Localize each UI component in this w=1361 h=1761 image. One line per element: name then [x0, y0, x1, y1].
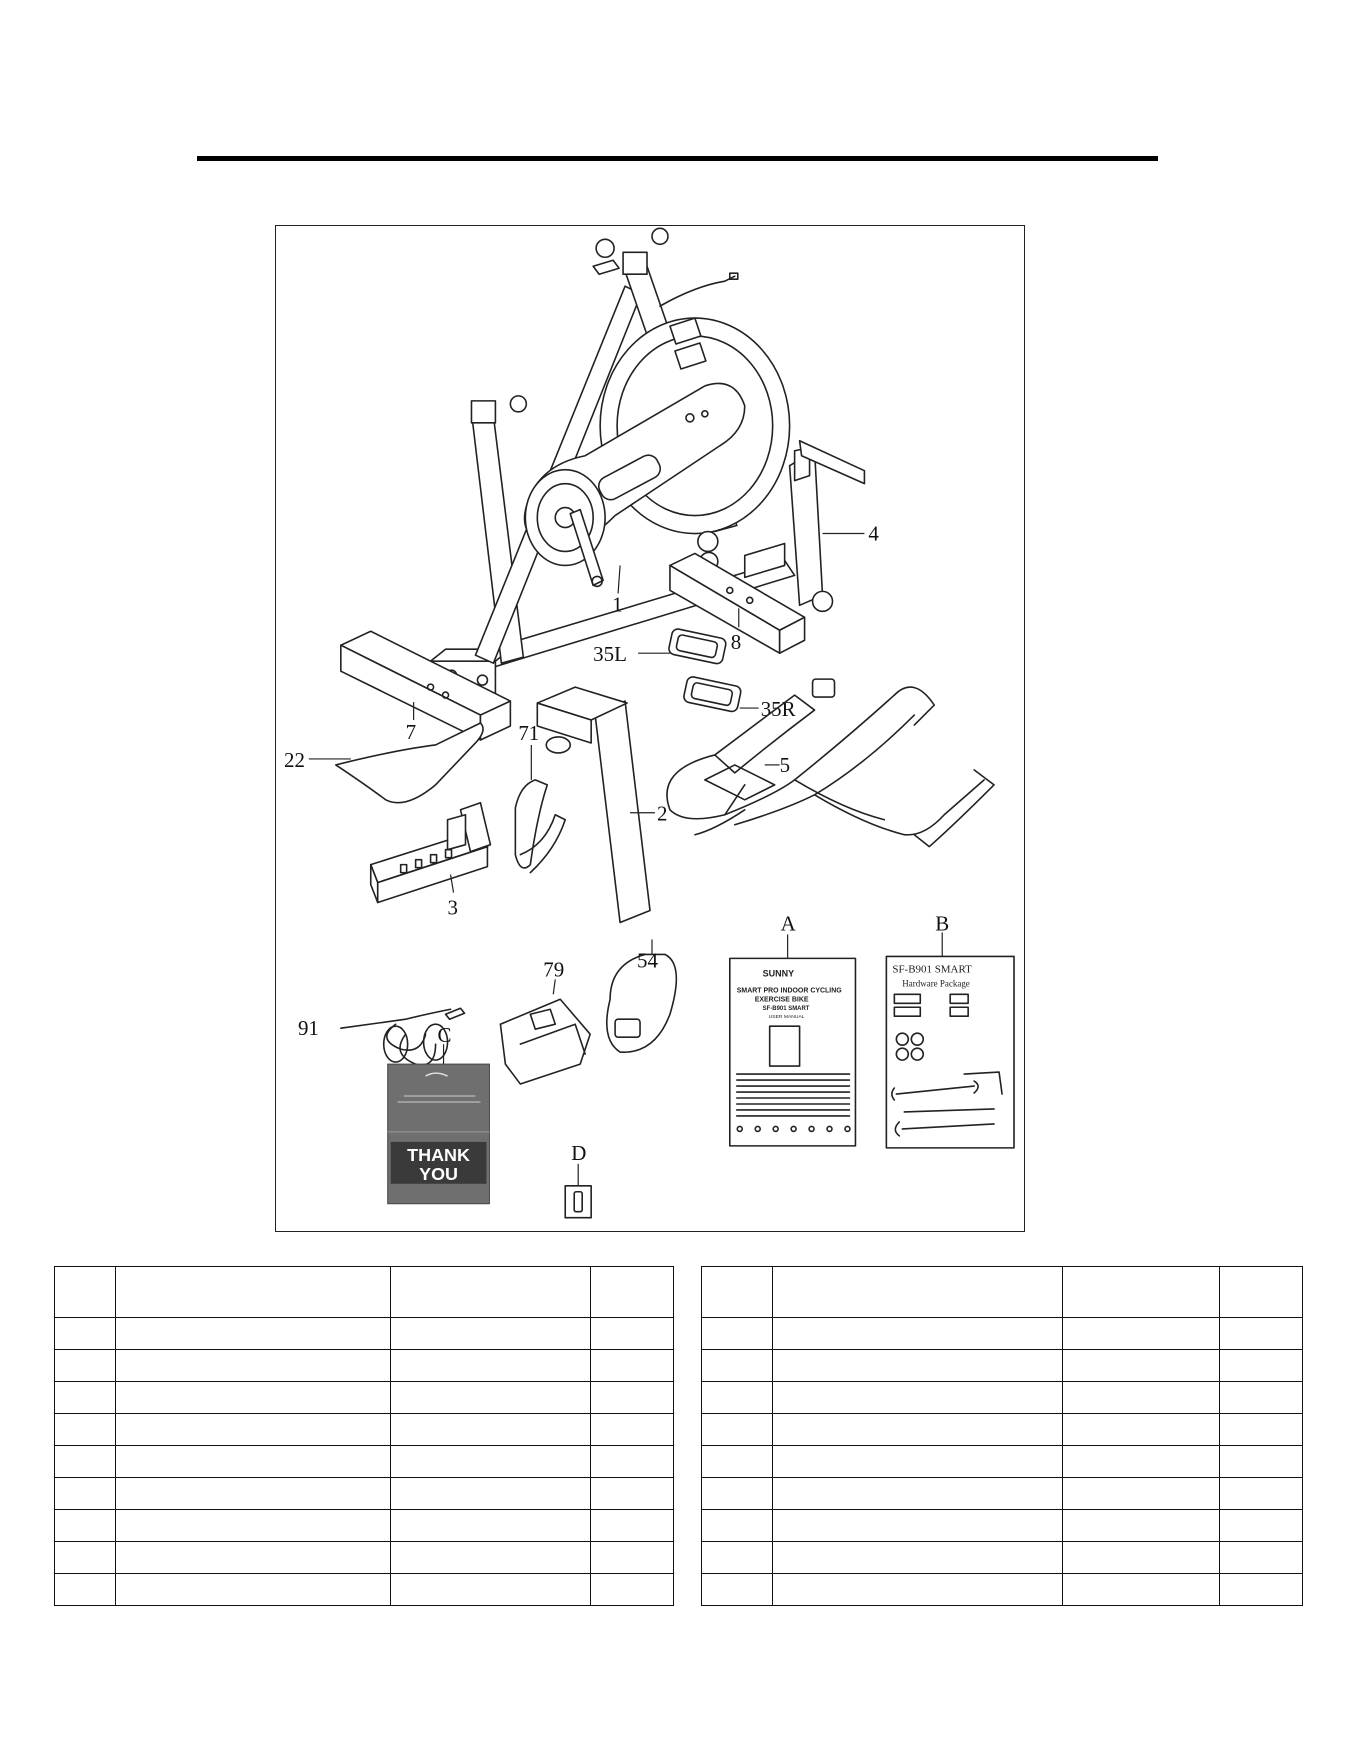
callout-2: 2: [656, 801, 668, 826]
table-row: [702, 1510, 1303, 1542]
table-header-cell: [1063, 1267, 1220, 1318]
table-cell: [55, 1478, 116, 1510]
table-header-cell: [702, 1267, 773, 1318]
table-cell: [1063, 1318, 1220, 1350]
table-cell: [1220, 1350, 1303, 1382]
table-cell: [591, 1350, 674, 1382]
table-cell: [116, 1510, 391, 1542]
console: [607, 939, 677, 1052]
manual-model: SF-B901 SMART: [762, 1006, 810, 1013]
table-cell: [55, 1574, 116, 1606]
table-row: [55, 1478, 674, 1510]
table-cell: [591, 1446, 674, 1478]
table-cell: [116, 1382, 391, 1414]
table-row: [702, 1574, 1303, 1606]
table-cell: [1063, 1510, 1220, 1542]
table-cell: [55, 1446, 116, 1478]
table-row: [702, 1350, 1303, 1382]
thank-you-line1: THANK: [407, 1144, 470, 1165]
table-cell: [55, 1414, 116, 1446]
table-cell: [391, 1478, 591, 1510]
table-cell: [116, 1318, 391, 1350]
seat: [284, 723, 483, 803]
table-cell: [1063, 1574, 1220, 1606]
table-cell: [55, 1382, 116, 1414]
table-cell: [1063, 1542, 1220, 1574]
table-cell: [55, 1542, 116, 1574]
callout-b: B: [935, 911, 950, 936]
title-rule: [197, 156, 1158, 161]
table-cell: [1220, 1446, 1303, 1478]
table-row: [702, 1318, 1303, 1350]
table-cell: [773, 1478, 1063, 1510]
table-cell: [773, 1382, 1063, 1414]
hardware-package-card: [886, 911, 1014, 1147]
table-row: [55, 1446, 674, 1478]
table-cell: [702, 1574, 773, 1606]
table-cell: [773, 1574, 1063, 1606]
table-cell: [1220, 1318, 1303, 1350]
table-cell: [773, 1542, 1063, 1574]
exploded-parts-diagram: [275, 225, 1025, 1232]
table-cell: [702, 1318, 773, 1350]
table-cell: [1220, 1414, 1303, 1446]
callout-7: 7: [405, 719, 417, 744]
table-row: [702, 1446, 1303, 1478]
callout-35l: 35L: [593, 642, 627, 667]
table-cell: [1220, 1478, 1303, 1510]
table-cell: [116, 1574, 391, 1606]
hardware-model: SF-B901 SMART: [892, 963, 972, 976]
table-cell: [116, 1446, 391, 1478]
table-cell: [391, 1574, 591, 1606]
table-cell: [55, 1510, 116, 1542]
seat-post: [537, 687, 667, 922]
seat-slider: [371, 803, 491, 920]
callout-8: 8: [730, 630, 742, 655]
table-cell: [773, 1350, 1063, 1382]
table-cell: [702, 1542, 773, 1574]
callout-5: 5: [779, 752, 791, 777]
table-row: [702, 1414, 1303, 1446]
table-cell: [773, 1510, 1063, 1542]
callout-22: 22: [283, 747, 305, 772]
manual-title-line2: EXERCISE BIKE: [754, 996, 809, 1004]
manual-brand: SUNNY: [762, 968, 795, 979]
callout-d: D: [571, 1140, 587, 1165]
callout-a: A: [780, 911, 796, 936]
callout-71: 71: [518, 720, 540, 745]
table-cell: [391, 1446, 591, 1478]
callout-91: 91: [297, 1016, 319, 1041]
table-cell: [702, 1510, 773, 1542]
table-cell: [1063, 1446, 1220, 1478]
callout-3: 3: [447, 895, 459, 920]
thank-you-line2: YOU: [419, 1163, 459, 1184]
table-cell: [591, 1382, 674, 1414]
table-header-cell: [116, 1267, 391, 1318]
table-cell: [391, 1350, 591, 1382]
manual-subtitle: USER MANUAL: [768, 1014, 805, 1021]
table-cell: [702, 1478, 773, 1510]
table-cell: [773, 1318, 1063, 1350]
table-row: [55, 1350, 674, 1382]
user-manual-card: [730, 911, 856, 1145]
table-cell: [1063, 1478, 1220, 1510]
table-cell: [391, 1542, 591, 1574]
table-header-row: [702, 1267, 1303, 1318]
table-header-row: [55, 1267, 674, 1318]
table-cell: [773, 1414, 1063, 1446]
table-cell: [1220, 1574, 1303, 1606]
table-row: [55, 1318, 674, 1350]
parts-table-right: [701, 1266, 1303, 1606]
table-row: [702, 1478, 1303, 1510]
manual-title-line1: SMART PRO INDOOR CYCLING: [736, 987, 842, 995]
table-cell: [591, 1318, 674, 1350]
table-cell: [591, 1414, 674, 1446]
table-cell: [591, 1574, 674, 1606]
table-header-cell: [591, 1267, 674, 1318]
table-row: [702, 1542, 1303, 1574]
table-cell: [1220, 1382, 1303, 1414]
callout-54: 54: [637, 948, 658, 973]
table-cell: [116, 1542, 391, 1574]
hardware-subtitle: Hardware Package: [902, 978, 970, 989]
handlebar-post: [790, 441, 880, 606]
table-cell: [391, 1382, 591, 1414]
table-cell: [1063, 1350, 1220, 1382]
table-row: [55, 1414, 674, 1446]
table-cell: [1220, 1510, 1303, 1542]
table-header-cell: [773, 1267, 1063, 1318]
callout-c: C: [437, 1023, 452, 1048]
table-cell: [702, 1414, 773, 1446]
table-cell: [591, 1478, 674, 1510]
table-cell: [1063, 1414, 1220, 1446]
tablet-holder: [500, 957, 590, 1084]
table-cell: [116, 1478, 391, 1510]
table-cell: [702, 1446, 773, 1478]
callout-79: 79: [543, 957, 565, 982]
table-cell: [116, 1350, 391, 1382]
table-cell: [391, 1414, 591, 1446]
table-cell: [702, 1382, 773, 1414]
callout-1: 1: [612, 592, 623, 617]
table-header-cell: [55, 1267, 116, 1318]
table-row: [55, 1542, 674, 1574]
table-header-cell: [1220, 1267, 1303, 1318]
table-row: [55, 1382, 674, 1414]
table-cell: [773, 1446, 1063, 1478]
table-row: [702, 1382, 1303, 1414]
table-row: [55, 1510, 674, 1542]
table-cell: [702, 1350, 773, 1382]
callout-4: 4: [868, 521, 879, 546]
table-row: [55, 1574, 674, 1606]
battery: [565, 1141, 591, 1218]
table-cell: [1063, 1382, 1220, 1414]
table-cell: [116, 1414, 391, 1446]
parts-table-left: [54, 1266, 674, 1606]
table-header-cell: [391, 1267, 591, 1318]
callout-35r: 35R: [760, 697, 796, 722]
table-cell: [591, 1510, 674, 1542]
table-cell: [391, 1510, 591, 1542]
table-cell: [591, 1542, 674, 1574]
table-cell: [1220, 1542, 1303, 1574]
table-cell: [55, 1350, 116, 1382]
table-cell: [391, 1318, 591, 1350]
table-cell: [55, 1318, 116, 1350]
